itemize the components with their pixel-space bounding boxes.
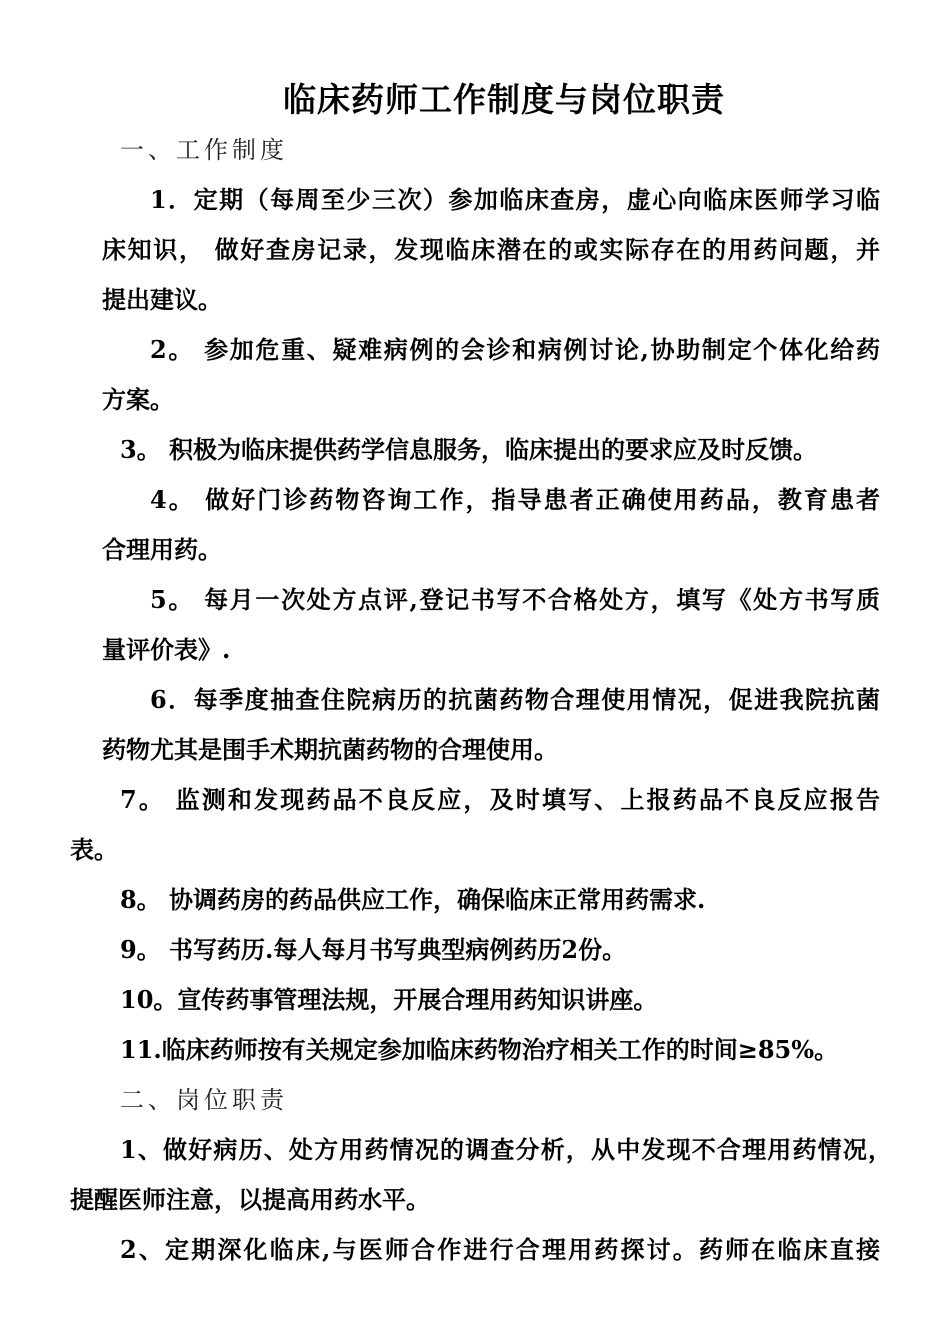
duty-1-line-2: 提醒医师注意，以提高用药水平。 [70, 1185, 430, 1214]
rule-10-line-1: 10。宣传药事管理法规，开展合理用药知识讲座。 [120, 985, 658, 1014]
rule-2-line-2: 方案。 [102, 385, 174, 414]
duty-2-line-1: 2、定期深化临床,与医师合作进行合理用药探讨。药师在临床直接 [120, 1235, 880, 1264]
rule-8-line-1: 8。 协调药房的药品供应工作，确保临床正常用药需求. [120, 885, 706, 914]
rule-3-line-1: 3。 积极为临床提供药学信息服务，临床提出的要求应及时反馈。 [120, 435, 818, 464]
rule-11-line-1: 11.临床药师按有关规定参加临床药物治疗相关工作的时间≥85%。 [120, 1035, 839, 1064]
rule-1-line-1: 1．定期（每周至少三次）参加临床查房，虚心向临床医师学习临 [150, 185, 880, 214]
document-title: 临床药师工作制度与岗位职责 [283, 80, 725, 119]
rule-1-line-3: 提出建议。 [102, 285, 222, 314]
rule-9-line-1: 9。 书写药历.每人每月书写典型病例药历2份。 [120, 935, 627, 964]
rule-1-line-2: 床知识， 做好查房记录，发现临床潜在的或实际存在的用药问题，并 [102, 235, 880, 264]
rule-6-line-2: 药物尤其是围手术期抗菌药物的合理使用。 [102, 735, 558, 764]
section-heading-work-rules: 一、工作制度 [120, 136, 288, 164]
rule-7-line-1: 7。 监测和发现药品不良反应，及时填写、上报药品不良反应报告 [120, 785, 880, 814]
duty-1-line-1: 1、做好病历、处方用药情况的调查分析，从中发现不合理用药情况， [120, 1135, 892, 1164]
rule-4-line-1: 4。 做好门诊药物咨询工作，指导患者正确使用药品，教育患者 [150, 485, 880, 514]
section-heading-job-duties: 二、岗位职责 [120, 1086, 288, 1114]
rule-4-line-2: 合理用药。 [102, 535, 222, 564]
rule-6-line-1: 6．每季度抽查住院病历的抗菌药物合理使用情况，促进我院抗菌 [150, 685, 880, 714]
rule-5-line-1: 5。 每月一次处方点评,登记书写不合格处方，填写《处方书写质 [150, 585, 880, 614]
rule-2-line-1: 2。 参加危重、疑难病例的会诊和病例讨论,协助制定个体化给药 [150, 335, 880, 364]
rule-7-line-2: 表。 [70, 835, 118, 864]
rule-5-line-2: 量评价表》. [102, 635, 231, 664]
